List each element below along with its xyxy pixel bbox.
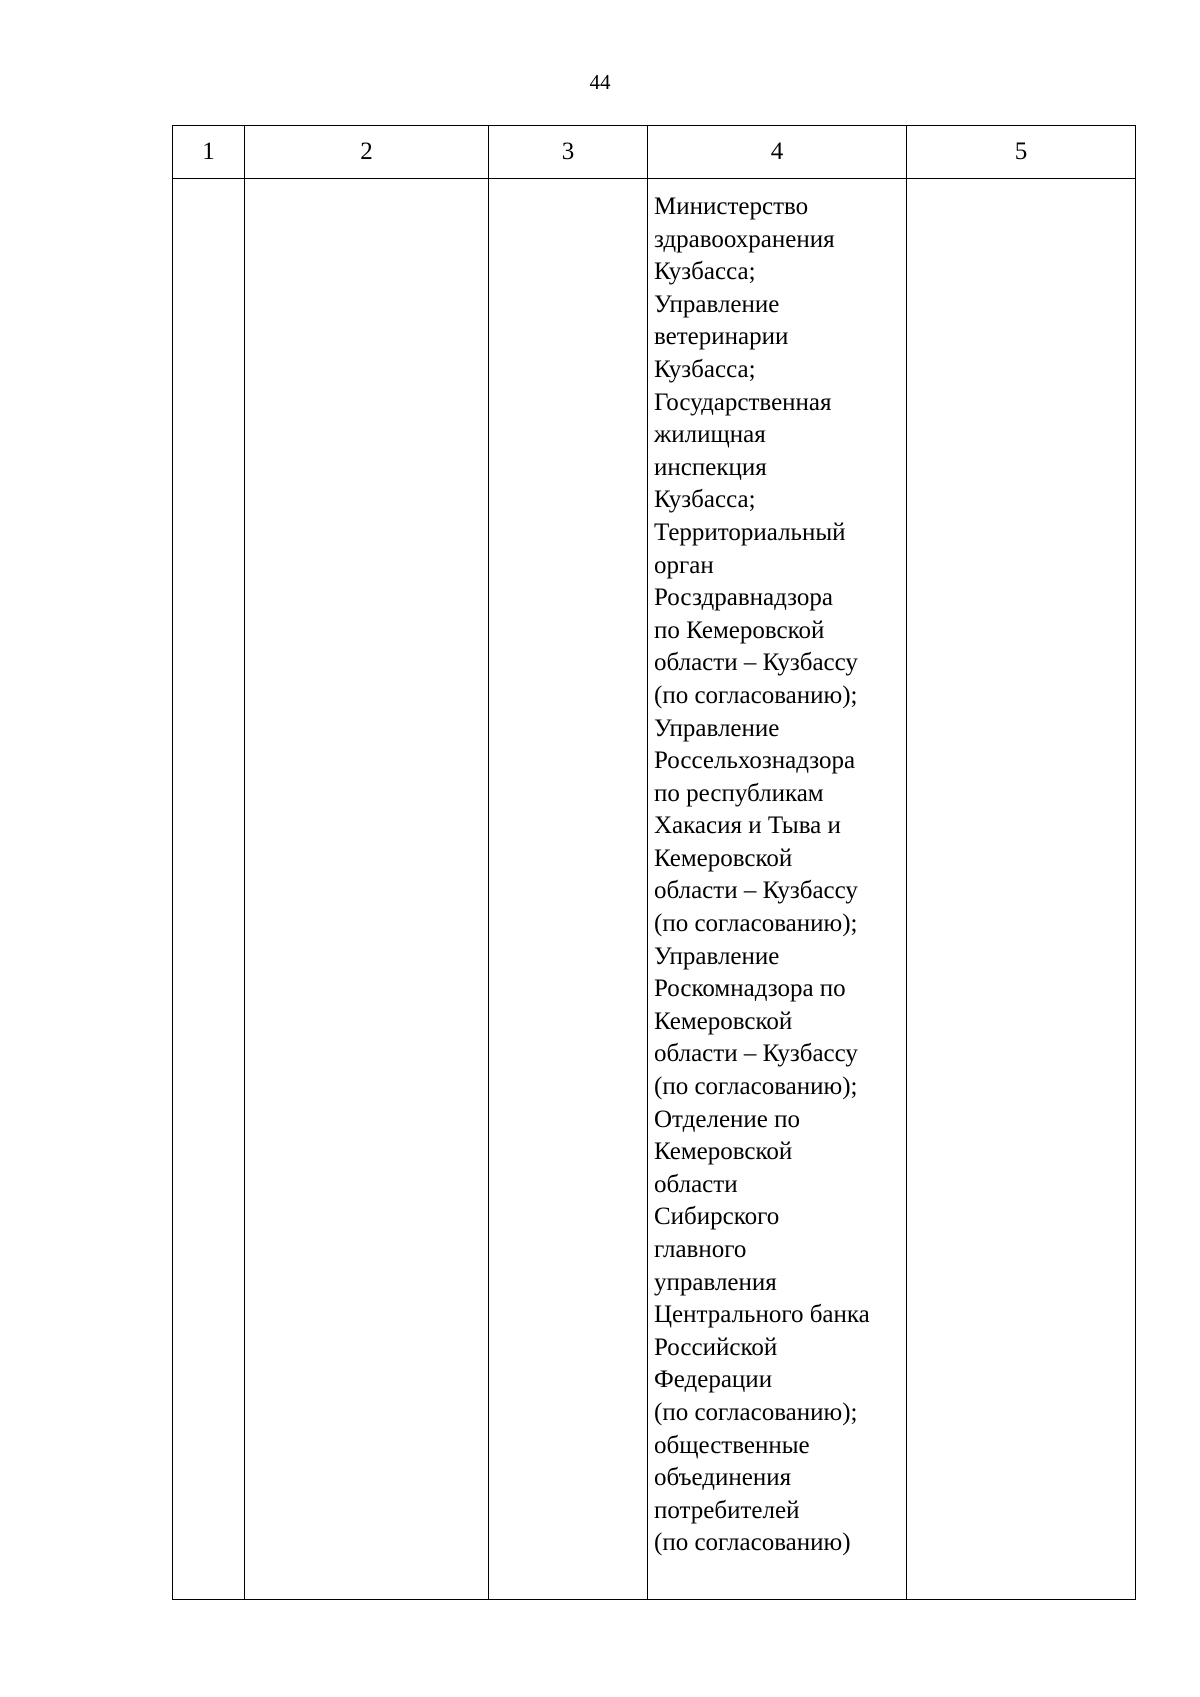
column-header-5: 5: [907, 126, 1136, 179]
document-table: [172, 125, 1136, 1600]
table-header-row: [173, 126, 1136, 179]
column-header-3: 3: [489, 126, 648, 179]
table-cell-col2: [245, 179, 489, 1600]
table-row: [173, 179, 1136, 1600]
table-cell-col5: [907, 179, 1136, 1600]
cell-text-col2: [245, 179, 488, 191]
page-number: 44: [589, 70, 611, 94]
table-cell-col4: [648, 179, 907, 1600]
column-header-1: 1: [173, 126, 245, 179]
table-cell-col1: [173, 179, 245, 1600]
cell-text-col5: [907, 179, 1135, 191]
table-cell-col3: [489, 179, 648, 1600]
column-header-2: 2: [245, 126, 489, 179]
responsible-agencies-text: Министерство здравоохранения Кузбасса; Управление ветеринарии Кузбасса; Государственная жилищная инспекция Кузбасса; Территориальный орган Росздравнадзора по Кемеровской области – Кузбассу (по согласованию); Управление Россельхознадзора по республикам Хакасия и Тыва и Кемеровской области – Кузбассу (по согласованию); Управление Роскомнадзора по Кемеровской области – Кузбассу (по согласованию); Отделение по Кемеровской области Сибирского главного управления Центрального банка Российской Федерации (по согласованию); общественные объединения потребителей (по согласованию): [654, 193, 870, 1557]
column-header-4: 4: [648, 126, 907, 179]
cell-text-col3: [489, 179, 647, 191]
cell-text-col1: [173, 179, 244, 191]
